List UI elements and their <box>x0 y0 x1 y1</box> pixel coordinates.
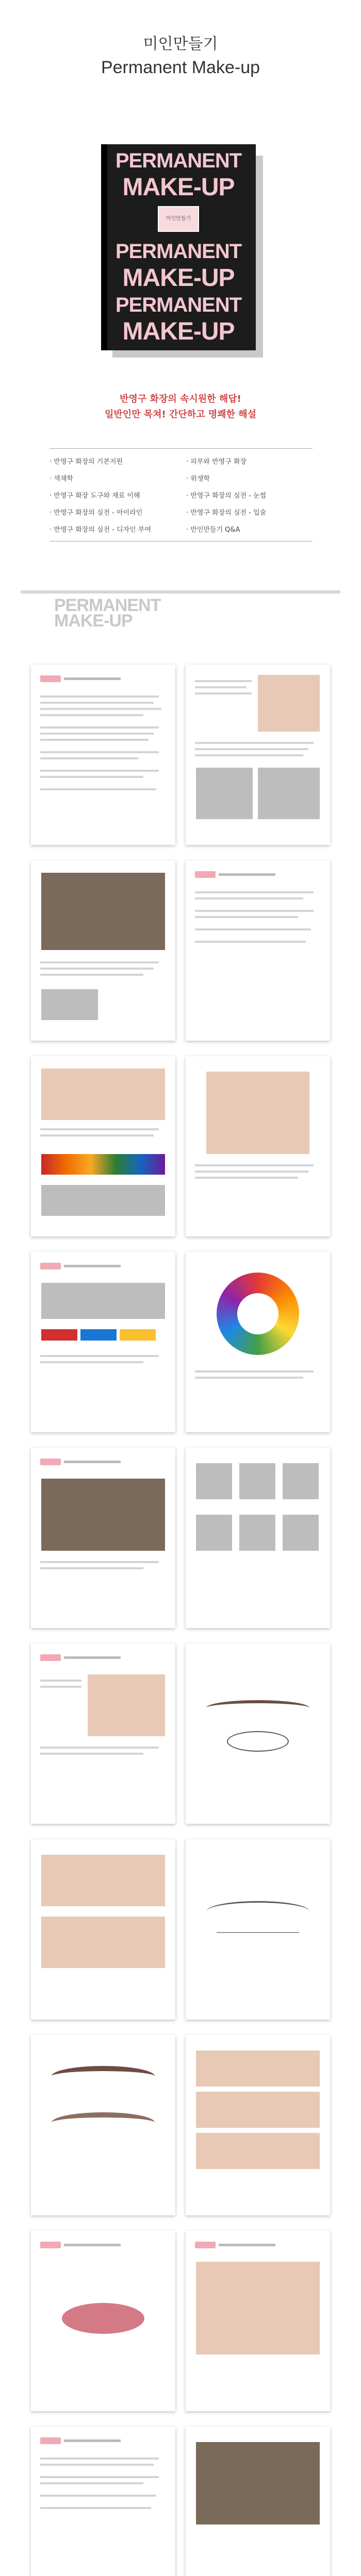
preview-page <box>31 1056 175 1236</box>
section-divider <box>21 590 340 594</box>
book-title-ko: 미인만들기 <box>143 35 218 53</box>
intro-line-2: 일반인만 목쳐! 간단하고 명쾌한 해설 <box>104 409 257 420</box>
preview-page <box>31 2035 175 2215</box>
cover-line-5: PERMANENT <box>115 294 242 316</box>
preview-page <box>186 860 330 1041</box>
intro-line-1: 반영구 화장의 속시원한 해답! <box>120 394 241 404</box>
preview-page <box>186 1252 330 1432</box>
preview-page <box>186 1839 330 2020</box>
cover-line-4: MAKE-UP <box>122 264 235 292</box>
preview-page <box>186 1448 330 1628</box>
cover-label: 미인만들기 <box>158 206 199 232</box>
toc-item: · 반영구 화장의 기본지원 <box>50 458 123 466</box>
toc-item: · 반영구 화장의 실전 - 아이라인 <box>50 509 143 517</box>
preview-page <box>186 2035 330 2215</box>
preview-page <box>186 665 330 845</box>
preview-page <box>31 860 175 1041</box>
toc-item: · 위생학 <box>186 475 210 483</box>
book-title-en: Permanent Make-up <box>101 58 260 77</box>
preview-page <box>186 2427 330 2576</box>
preview-page <box>186 2231 330 2411</box>
toc-item: · 반영구 화장의 실전 - 눈썹 <box>186 492 267 500</box>
section-title-line-1: PERMANENT <box>54 596 161 615</box>
table-of-contents <box>50 448 313 541</box>
preview-page <box>186 1643 330 1824</box>
book-cover-image <box>101 144 256 350</box>
toc-item: · 반인만들기 Q&A <box>186 526 240 534</box>
section-title <box>54 598 160 629</box>
cover-line-3: PERMANENT <box>115 240 242 263</box>
cover-line-2: MAKE-UP <box>122 174 235 201</box>
preview-page <box>186 1056 330 1236</box>
preview-page <box>31 1252 175 1432</box>
preview-page <box>31 1448 175 1628</box>
preview-page <box>31 1643 175 1824</box>
cover-line-6: MAKE-UP <box>122 318 235 345</box>
preview-page <box>31 1839 175 2020</box>
toc-item: · 반영구 화장의 실전 - 디자인 부여 <box>50 526 151 534</box>
cover-line-1: PERMANENT <box>115 149 242 172</box>
preview-page <box>31 2231 175 2411</box>
toc-item: · 색채학 <box>50 475 73 483</box>
preview-page <box>31 665 175 845</box>
section-title-line-2: MAKE-UP <box>54 611 133 631</box>
preview-page <box>31 2427 175 2576</box>
toc-item: · 반영구 화장의 실전 - 입술 <box>186 509 267 517</box>
toc-item: · 피부와 반영구 화장 <box>186 458 247 466</box>
toc-item: · 반영구 화장 도구와 재료 이해 <box>50 492 140 500</box>
